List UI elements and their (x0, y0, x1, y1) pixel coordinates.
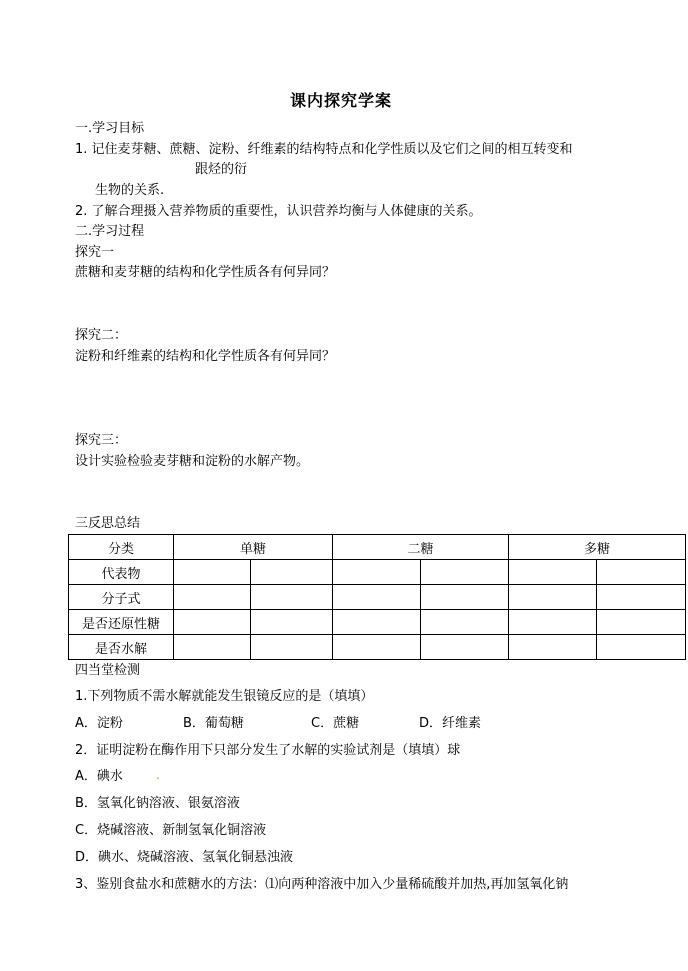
table-row (69, 610, 686, 635)
table-row (69, 635, 686, 660)
question-2: 2．证明淀粉在酶作用下只部分发生了水解的实验试剂是（填填）球 (75, 743, 461, 758)
q2-option-d: D．碘水、烧碱溶液、氢氧化铜悬浊液 (75, 850, 294, 865)
table-row (69, 585, 686, 610)
table-header: 分类 (69, 535, 174, 560)
row-label: 是否还原性糖 (69, 610, 174, 635)
section-heading-process: 二.学习过程 (75, 224, 145, 239)
table-cell[interactable] (174, 610, 251, 635)
table-cell[interactable] (509, 635, 597, 660)
section-heading-summary: 三反思总结 (75, 516, 141, 531)
table-cell[interactable] (251, 585, 333, 610)
q1-option-b: B．葡萄糖 (183, 716, 244, 731)
table-cell[interactable] (421, 585, 509, 610)
row-label: 代表物 (69, 560, 174, 585)
table-cell[interactable] (421, 560, 509, 585)
table-cell[interactable] (597, 635, 686, 660)
table-cell[interactable] (333, 585, 421, 610)
summary-table (68, 534, 686, 660)
table-cell[interactable] (509, 610, 597, 635)
table-cell[interactable] (509, 560, 597, 585)
table-header-row (69, 535, 686, 560)
q2-option-b: B．氢氧化钠溶液、银氨溶液 (75, 796, 240, 811)
q1-option-d: D．纤维素 (419, 716, 482, 731)
row-label: 分子式 (69, 585, 174, 610)
q1-option-a: A．淀粉 (75, 716, 123, 731)
question-3: 3、鉴别食盐水和蔗糖水的方法：⑴向两种溶液中加入少量稀硫酸并加热,再加氢氧化钠 (75, 877, 569, 892)
table-cell[interactable] (597, 610, 686, 635)
table-cell[interactable] (333, 560, 421, 585)
table-cell[interactable] (174, 560, 251, 585)
table-cell[interactable] (251, 610, 333, 635)
stray-mark: . (156, 768, 160, 782)
table-header: 多糖 (509, 535, 686, 560)
q1-option-c: C．蔗糖 (311, 716, 360, 731)
table-cell[interactable] (333, 610, 421, 635)
q2-option-a: A．碘水 (75, 769, 123, 784)
page-title: 课内探究学案 (290, 91, 393, 110)
section-heading-objectives: 一.学习目标 (75, 121, 145, 136)
question-1: 1.下列物质不需水解就能发生银镜反应的是（填填） (75, 689, 374, 704)
table-cell[interactable] (597, 560, 686, 585)
objective-1-line2: 生物的关系. (95, 183, 165, 198)
table-cell[interactable] (251, 635, 333, 660)
objective-2: 2. 了解合理摄入营养物质的重要性，认识营养均衡与人体健康的关系。 (75, 204, 482, 219)
explore-3-title: 探究三： (75, 433, 128, 448)
objective-1-line1: 1. 记住麦芽糖、蔗糖、淀粉、纤维素的结构特点和化学性质以及它们之间的相互转变和 (75, 142, 573, 157)
table-cell[interactable] (421, 635, 509, 660)
table-cell[interactable] (509, 585, 597, 610)
table-cell[interactable] (251, 560, 333, 585)
explore-2-question: 淀粉和纤维素的结构和化学性质各有何异同？ (75, 349, 336, 364)
q2-option-c: C．烧碱溶液、新制氢氧化铜溶液 (75, 823, 267, 838)
explore-3-question: 设计实验检验麦芽糖和淀粉的水解产物。 (75, 454, 310, 469)
explore-1-title: 探究一 (75, 245, 115, 260)
row-label: 是否水解 (69, 635, 174, 660)
table-header: 二糖 (333, 535, 509, 560)
table-row (69, 560, 686, 585)
table-cell[interactable] (421, 610, 509, 635)
table-cell[interactable] (333, 635, 421, 660)
table-cell[interactable] (174, 635, 251, 660)
explore-1-question: 蔗糖和麦芽糖的结构和化学性质各有何异同？ (75, 265, 336, 280)
section-heading-check: 四当堂检测 (75, 663, 141, 678)
objective-1-overflow: 跟烃的衍 (195, 162, 248, 177)
table-cell[interactable] (597, 585, 686, 610)
explore-2-title: 探究二： (75, 328, 128, 343)
table-cell[interactable] (174, 585, 251, 610)
table-header: 单糖 (174, 535, 333, 560)
